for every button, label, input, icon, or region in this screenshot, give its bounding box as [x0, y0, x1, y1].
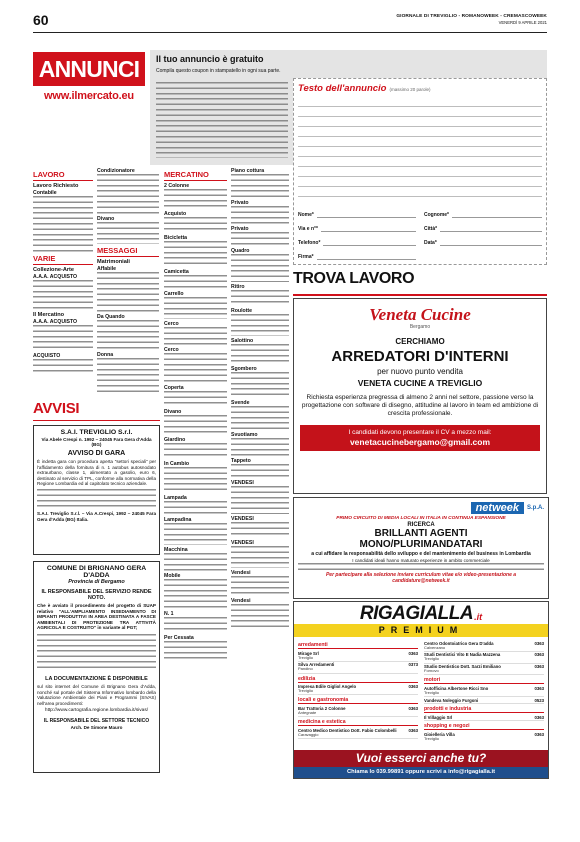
text-lines — [231, 522, 289, 538]
classified-entry — [164, 573, 227, 609]
listing-info — [298, 684, 356, 694]
section-heading: VARIE — [33, 254, 93, 265]
classified-entry — [164, 321, 227, 345]
coupon-instructions: Compila questo coupon in stampatello in ogni sua parte. — [156, 68, 281, 74]
entry-lead: Mobile — [164, 573, 181, 579]
text-lines — [231, 232, 289, 246]
classified-entry — [231, 480, 289, 514]
classified-entry — [164, 269, 227, 289]
listing-info — [424, 652, 500, 662]
form-field-line — [321, 230, 416, 232]
text-lines — [164, 553, 227, 571]
directory-listing — [298, 650, 418, 662]
entry-lead: Divano — [97, 216, 115, 222]
listing-info — [424, 698, 478, 703]
classified-entry — [33, 353, 93, 375]
ad-kicker: CERCHIAMO — [395, 337, 445, 346]
listing-info — [298, 728, 397, 738]
subsection-heading: Collezione-Arte — [33, 267, 75, 273]
avvisi-heading-text: AVVISI — [33, 400, 80, 417]
entry-lead: Ritiro — [231, 284, 245, 290]
section-heading: MESSAGGI — [97, 246, 159, 257]
classified-column-1 — [33, 168, 93, 396]
subsection-heading: Matrimoniali — [97, 259, 130, 265]
listing-phone: 0363 — [534, 664, 544, 670]
text-lines — [231, 406, 289, 430]
form-field-line — [440, 230, 542, 232]
directory-listing — [424, 697, 544, 704]
listing-name: Il Villaggio Srl — [424, 714, 453, 720]
listing-phone: 0363 — [534, 685, 544, 691]
directory-listings — [294, 637, 548, 742]
listing-name: Studi Dentistici Vito E Nadia Mazzena — [424, 652, 501, 658]
text-lines — [231, 438, 289, 456]
classified-entry — [231, 516, 289, 538]
text-lines — [231, 604, 289, 630]
classified-entry — [231, 540, 289, 568]
directory-listing — [424, 685, 544, 697]
ad-profile: I candidati ideali hanno maturato esperienze in ambito commerciale — [352, 558, 490, 563]
netweek-logo: netweek — [471, 502, 524, 514]
text-lines — [231, 372, 289, 398]
entry-lead: Carrello — [164, 291, 184, 297]
directory-listing — [424, 664, 544, 676]
text-lines — [164, 189, 227, 209]
text-lines — [164, 501, 227, 515]
form-field — [424, 235, 542, 246]
form-field — [298, 235, 416, 246]
publication-masthead — [396, 14, 547, 25]
notice-municipality: COMUNE DI BRIGNANO GERA D'ADDA — [46, 565, 147, 579]
form-field-label: Città* — [424, 226, 438, 232]
page-number: 60 — [33, 12, 49, 28]
subsection-heading: Il Mercatino — [33, 312, 65, 318]
text-lines — [231, 486, 289, 514]
entry-lead: In Cambio — [164, 461, 190, 467]
listing-name: Studio Dentistico Dott. Sarzi Emiliano — [424, 664, 501, 670]
directory-category: medicina e estetica — [298, 719, 418, 726]
text-lines — [33, 196, 93, 252]
text-lines — [33, 325, 93, 351]
classified-entry — [164, 291, 227, 319]
coupon-title: Il tuo annuncio è gratuito — [156, 54, 264, 64]
listing-phone: 0363 — [408, 684, 418, 690]
entry-lead: Divano — [164, 409, 182, 415]
form-fields — [298, 207, 542, 260]
text-lines — [231, 206, 289, 224]
entry-lead: A.A.A. ACQUISTO — [33, 274, 78, 280]
publication-name: GIORNALE DI TREVIGLIO - ROMANOWEEK - CREMASCOWEEK — [396, 14, 547, 19]
listing-name: Centro Odontoiatrico Gera D'adda — [424, 640, 494, 646]
text-lines — [156, 82, 288, 158]
classified-entry — [164, 409, 227, 435]
rigagialla-banner: Vuoi esserci anche tu? — [294, 750, 548, 767]
text-lines — [164, 217, 227, 233]
directory-category: locali e gastronomia — [298, 697, 418, 704]
text-lines — [164, 327, 227, 345]
trova-lavoro-text: TROVA LAVORO — [293, 270, 415, 287]
classified-entry — [231, 598, 289, 630]
veneta-cucine-ad — [293, 298, 547, 494]
listing-phone: 0363 — [534, 652, 544, 658]
directory-category: shopping e negozi — [424, 723, 544, 730]
entry-lead: Sgombero — [231, 366, 257, 372]
entry-lead: Contabile — [33, 190, 57, 196]
notice-title: AVVISO DI GARA — [67, 450, 126, 457]
text-lines — [164, 391, 227, 407]
classified-entry — [231, 432, 289, 456]
listing-city: Antegnate — [298, 709, 317, 715]
text-lines — [97, 222, 159, 244]
entry-lead: Svende — [231, 400, 250, 406]
form-field — [424, 221, 542, 232]
text-lines — [97, 272, 159, 312]
classified-entry — [164, 211, 227, 233]
classified-column-2 — [97, 168, 159, 396]
listing-city: Treviglio — [424, 689, 439, 695]
listing-info — [298, 706, 346, 716]
ad-kicker: RICERCA — [407, 522, 435, 528]
form-field-label: Nome* — [298, 212, 314, 218]
entry-lead: Lampadina — [164, 517, 192, 523]
listing-city: Pandino — [298, 666, 313, 672]
classified-entry — [33, 190, 93, 252]
notice-company: S.A.I. TREVIGLIO S.r.l. — [60, 429, 133, 436]
coupon-form — [293, 78, 547, 265]
classified-entry — [164, 461, 227, 493]
notice-recipient: S.A.I. Treviglio S.r.l. – Via A.Crespi, 1992 – 24045 Fara Gera d'Adda (BG) Italia. — [37, 510, 156, 522]
listing-city: Treviglio — [298, 688, 313, 694]
banner-title: ANNUNCI — [33, 52, 145, 86]
text-lines — [231, 174, 289, 198]
text-lines — [97, 320, 159, 350]
sai-tender-notice — [33, 425, 160, 555]
form-field — [298, 207, 416, 218]
directory-listing — [424, 731, 544, 742]
text-lines — [164, 415, 227, 435]
listing-city: Caravaggio — [298, 731, 319, 737]
ad-role-line-2: MONO/PLURIMANDATARI — [359, 539, 483, 550]
classified-entry — [164, 635, 227, 661]
listing-name: Silva Arredamenti — [298, 662, 335, 668]
directory-category: arredamenti — [298, 642, 418, 649]
text-lines — [164, 353, 227, 383]
rigagialla-directory — [293, 601, 549, 779]
entry-lead: Salottino — [231, 338, 254, 344]
listing-name: Autofficina Albertone Ricci Sno — [424, 685, 489, 691]
section-heading: LAVORO — [33, 170, 93, 181]
form-field-label: Via e n°* — [298, 226, 318, 232]
directory-listing — [424, 714, 544, 721]
text-lines — [231, 254, 289, 282]
entry-lead: Bicicletta — [164, 235, 188, 241]
text-lines — [164, 241, 227, 267]
entry-lead: Cerco — [164, 347, 179, 353]
annunci-banner — [33, 52, 145, 108]
netweek-logo-row — [298, 502, 544, 514]
text-lines — [164, 579, 227, 609]
form-field — [424, 207, 542, 218]
classified-entry — [231, 200, 289, 224]
notice-doc-title: LA DOCUMENTAZIONE È DISPONIBILE — [45, 675, 148, 682]
text-lines — [231, 576, 289, 596]
form-note: (massimo 20 parole) — [389, 87, 431, 92]
trova-lavoro-heading — [293, 270, 547, 296]
classified-entry — [97, 266, 159, 312]
listing-info — [424, 715, 452, 720]
classified-entry — [164, 347, 227, 383]
listing-phone: 0373 — [408, 662, 418, 668]
entry-lead: ACQUISTO — [33, 353, 61, 359]
text-lines — [37, 634, 156, 672]
listing-name: Gioielleria Villa — [424, 731, 455, 737]
text-lines — [231, 314, 289, 336]
classified-entry — [164, 517, 227, 545]
classified-entry — [231, 570, 289, 596]
classified-entry — [231, 400, 289, 430]
entry-lead: Giardino — [164, 437, 186, 443]
entry-lead: Svuotiamo — [231, 432, 258, 438]
ad-text-lines — [298, 97, 542, 201]
directory-column-right — [424, 640, 544, 742]
ad-cta-text: I candidati devono presentare il CV a mezzo mail: — [348, 429, 492, 436]
listing-name: Impresa Edile Gigliol Angelo — [298, 684, 357, 690]
entry-lead: VENDESI — [231, 516, 254, 522]
text-lines — [164, 297, 227, 319]
text-lines — [231, 344, 289, 364]
ad-cta-box — [300, 425, 540, 451]
rigagialla-logo — [294, 602, 548, 624]
text-lines — [164, 617, 227, 633]
form-title — [298, 83, 542, 94]
notice-signer: Arch. De Simone Mauro — [70, 725, 123, 731]
listing-info — [298, 651, 319, 661]
notice-body: È indetta gara con procedura aperta "settori speciali" per l'affidamento della fornitura di n. 1 autobus autosnodato extraurbano, classe 1, alimentato a gasolio, euro 6, destinato al servizio di TPL, conforme alla normativa della Regione Lombardia ed al capitolato tecnico aziendale. — [37, 459, 156, 487]
veneta-logo: Veneta Cucine — [369, 305, 471, 324]
text-lines — [298, 563, 544, 571]
directory-listing — [298, 662, 418, 674]
classified-entry — [97, 216, 159, 244]
notice-doc-body: sul sito internet del Comune di Brignano Gera d'Adda, nonché sul portale del Sistema Informativo lombardo della Valutazione Ambientale dei Piani e Programmi (SIVAS) nell'area procedimenti: — [37, 683, 156, 706]
classified-entry — [231, 248, 289, 282]
entry-lead: Da Quando — [97, 314, 125, 320]
issue-date: VENERDÌ 9 APRILE 2021 — [498, 20, 547, 25]
veneta-city: Bergamo — [409, 324, 431, 330]
ad-email: venetacucinebergamo@gmail.com — [349, 437, 491, 447]
entry-lead: Piano cottura — [231, 168, 265, 174]
text-lines — [231, 464, 289, 478]
form-field-label: Data* — [424, 240, 437, 246]
brignano-municipal-notice — [33, 561, 160, 773]
entry-lead: Privato — [231, 200, 249, 206]
text-lines — [97, 174, 159, 214]
entry-lead: Donna — [97, 352, 114, 358]
text-lines — [33, 359, 93, 375]
directory-listing — [298, 684, 418, 696]
entry-lead: N. 1 — [164, 611, 174, 617]
classified-entry — [164, 437, 227, 459]
classified-entry — [164, 235, 227, 267]
notice-province: Provincia di Bergamo — [68, 579, 125, 585]
directory-column-left — [298, 640, 418, 742]
classified-entry — [33, 319, 93, 351]
premium-bar: PREMIUM — [294, 624, 548, 637]
classified-entry — [164, 495, 227, 515]
listing-phone: 0523 — [534, 697, 544, 703]
entry-lead: Vendesi — [231, 570, 251, 576]
rigagialla-suffix: .it — [474, 612, 483, 622]
classified-entry — [231, 458, 289, 478]
classified-entry — [231, 308, 289, 336]
entry-lead: Affabile — [97, 266, 117, 272]
classified-column-3 — [164, 168, 227, 828]
form-field-line — [317, 216, 416, 218]
entry-lead: VENDESI — [231, 540, 254, 546]
classified-column-4 — [231, 168, 289, 828]
ad-role-line-1: BRILLANTI AGENTI — [374, 528, 468, 539]
text-lines — [164, 467, 227, 493]
ad-tagline: PRIMO CIRCUITO DI MEDIA LOCALI IN ITALIA IN CONTINUA ESPANSIONE — [336, 516, 506, 521]
text-lines — [164, 641, 227, 661]
classified-entry — [33, 274, 93, 310]
directory-category: prodotti e industria — [424, 706, 544, 713]
banner-url: www.ilmercato.eu — [44, 90, 134, 102]
ad-role: ARREDATORI D'INTERNI — [331, 348, 509, 365]
classified-entry — [97, 352, 159, 396]
classified-entry — [164, 183, 227, 209]
classified-entry — [231, 226, 289, 246]
ad-store: VENETA CUCINE A TREVIGLIO — [357, 378, 483, 388]
text-lines — [33, 280, 93, 310]
listing-info — [424, 686, 488, 696]
directory-listing — [298, 727, 418, 739]
notice-announcement: IL RESPONSABILE DEL SERVIZIO RENDE NOTO. — [41, 589, 152, 601]
entry-lead: VENDESI — [231, 480, 254, 486]
ad-apply: Per partecipare alla selezione inviare curriculum vitae e/o video-presentazione a candidature@netweek.it — [325, 572, 517, 585]
entry-lead: Condizionatore — [97, 168, 135, 174]
listing-name: Vandeva Noleggio Furgoni — [424, 697, 479, 703]
form-field — [298, 221, 416, 232]
text-lines — [97, 358, 159, 396]
text-lines — [37, 489, 156, 509]
listing-info — [298, 662, 334, 672]
entry-lead: Lampada — [164, 495, 187, 501]
listing-phone: 0363 — [534, 731, 544, 737]
form-field — [298, 249, 416, 260]
text-lines — [231, 546, 289, 568]
classified-entry — [231, 366, 289, 398]
listing-info — [424, 664, 501, 674]
entry-lead: Coperta — [164, 385, 184, 391]
listing-city: Treviglio — [298, 654, 313, 660]
rigagialla-name: RIGAGIALLA — [359, 603, 474, 624]
ad-requirements: Richiesta esperienza pregressa di almeno 2 anni nel settore, passione verso la progettazione con software di disegno, attitudine al lavoro in team ed ambizione di crescita professionale. — [301, 394, 539, 417]
listing-name: Bar Trattoria 2 Colonne — [298, 705, 346, 711]
listing-phone: 0363 — [534, 640, 544, 646]
text-lines — [164, 523, 227, 545]
classified-entry — [164, 611, 227, 633]
entry-lead: Macchina — [164, 547, 188, 553]
classified-entry — [97, 168, 159, 214]
ad-scope: a cui affidare la responsabilità dello sviluppo e del mantenimento del business in Lombardia — [311, 551, 531, 557]
rigagialla-contact: Chiama lo 039.99891 oppure scrivi a info@rigagialla.it — [294, 767, 548, 778]
listing-phone: 0363 — [408, 705, 418, 711]
entry-lead: Per Cessata — [164, 635, 194, 641]
notice-body: Che è avviato il procedimento del progetto di SUAP relativo "ALL'AMPLIAMENTO INSEDIAMENTO DI IMPIANTI PRODUTTIVI IN AREA DESTINATA A FASCE AMBIENTALI DI PROTEZIONE TRA ATTIVITÀ AGRICOLA E COSTRUITO" in variante al PGT; — [37, 603, 156, 631]
directory-category: motori — [424, 677, 544, 684]
form-field-line — [317, 258, 416, 260]
form-field-line — [323, 244, 416, 246]
entry-lead: Tappeto — [231, 458, 251, 464]
entry-lead: Roulotte — [231, 308, 253, 314]
subsection-heading: Lavoro Richiesto — [33, 183, 79, 189]
form-title-text: Testo dell'annuncio — [298, 83, 387, 94]
form-field-line — [452, 216, 542, 218]
avvisi-heading — [33, 400, 160, 421]
listing-name: Centro Medico Dentistico Dott. Fabio Colombelli — [298, 727, 397, 733]
entry-lead: 2 Colonne — [164, 183, 190, 189]
directory-category: edilizia — [298, 676, 418, 683]
directory-listing — [424, 640, 544, 652]
entry-lead: Privato — [231, 226, 249, 232]
section-heading: MERCATINO — [164, 170, 227, 181]
text-lines — [231, 290, 289, 306]
netweek-ad — [293, 497, 549, 599]
entry-lead: Cerco — [164, 321, 179, 327]
listing-city: Treviglio — [424, 735, 439, 741]
form-field-label: Cognome* — [424, 212, 449, 218]
listing-city: Fornovo — [424, 668, 439, 674]
listing-info — [424, 732, 455, 742]
classified-entry — [231, 338, 289, 364]
notice-link: http://www.cartografia.regione.lombardia.it/sivas/ — [44, 708, 149, 714]
notice-signer-title: IL RESPONSABILE DEL SETTORE TECNICO — [43, 718, 150, 725]
text-lines — [164, 443, 227, 459]
listing-phone: 0363 — [408, 650, 418, 656]
entry-lead: Camicetta — [164, 269, 189, 275]
netweek-suffix: S.p.A. — [526, 505, 544, 511]
classified-entry — [231, 284, 289, 306]
entry-lead: Quadro — [231, 248, 250, 254]
ad-purpose: per nuovo punto vendita — [377, 367, 463, 376]
notice-address: Via Abele Crespi n. 1992 – 24045 Fara Gera d'Adda (BG) — [41, 437, 152, 447]
header-rule — [33, 32, 547, 33]
classified-entry — [164, 547, 227, 571]
directory-listing — [424, 652, 544, 664]
classified-entry — [164, 385, 227, 407]
classified-entry — [97, 314, 159, 350]
listing-city: Treviglio — [424, 656, 439, 662]
entry-lead: Vendesi — [231, 598, 251, 604]
directory-listing — [298, 705, 418, 717]
listing-name: Mirage Srl — [298, 650, 319, 656]
entry-lead: A.A.A. ACQUISTO — [33, 319, 78, 325]
listing-phone: 0363 — [408, 727, 418, 733]
form-field-line — [440, 244, 542, 246]
text-lines — [164, 275, 227, 289]
listing-info — [424, 641, 494, 651]
listing-phone: 0363 — [534, 714, 544, 720]
listing-city: Calvenzano — [424, 644, 446, 650]
entry-lead: Acquisto — [164, 211, 187, 217]
form-field-label: Telefono* — [298, 240, 321, 246]
form-field-label: Firma* — [298, 254, 314, 260]
classified-entry — [231, 168, 289, 198]
